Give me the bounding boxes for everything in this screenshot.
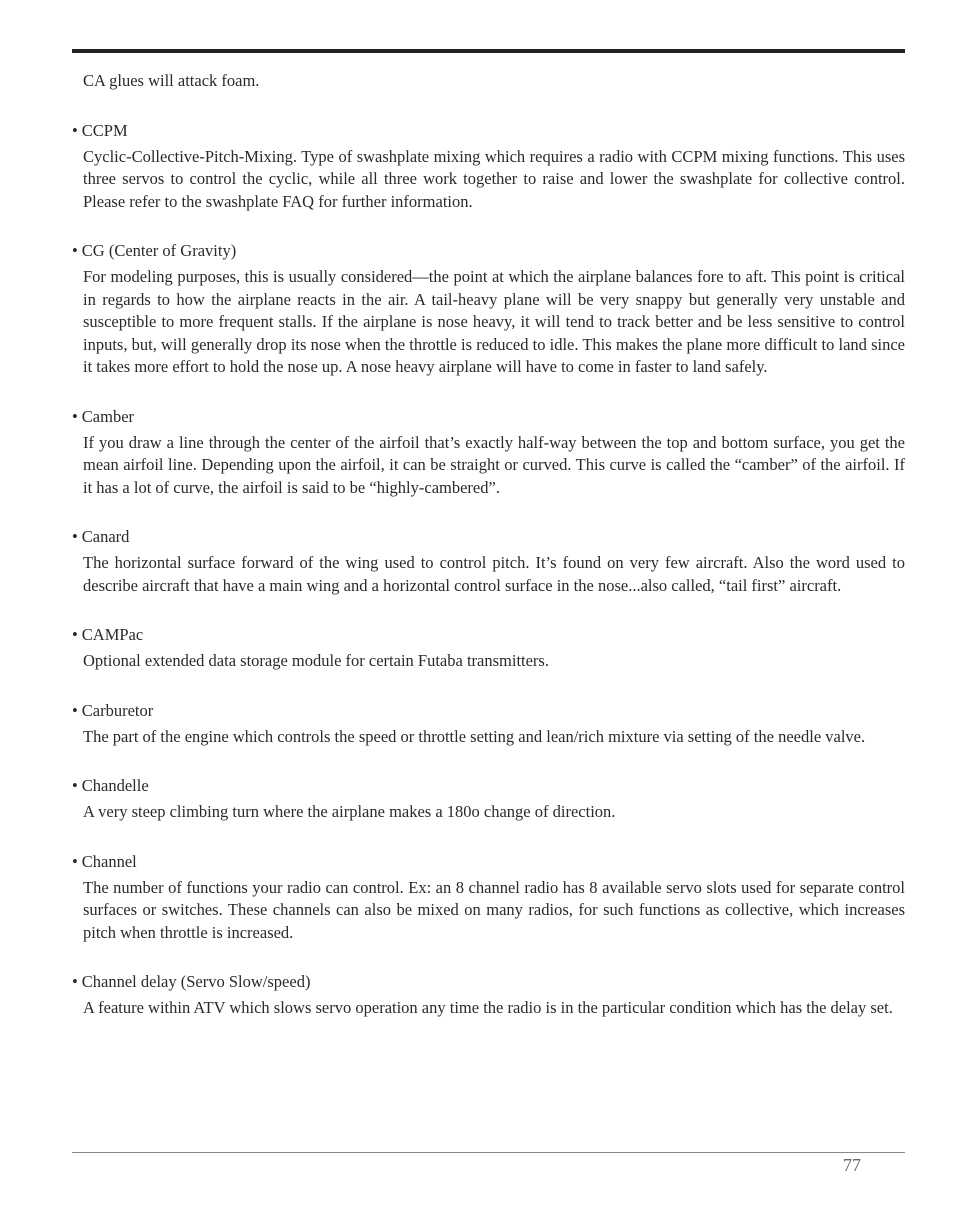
glossary-term (72, 624, 905, 646)
bullet-icon: • (72, 972, 78, 991)
glossary-definition: A feature within ATV which slows servo operation any time the radio is in the particular condition which has the delay set. (83, 998, 893, 1017)
glossary-entry-channel-delay (72, 971, 905, 1020)
bullet-icon: • (72, 241, 78, 260)
glossary-definition: A very steep climbing turn where the airplane makes a 180o change of direction. (83, 802, 616, 821)
top-rule (72, 49, 905, 53)
bullet-icon: • (72, 700, 78, 720)
term-label: Channel (81, 851, 137, 871)
glossary-entry-channel (72, 851, 905, 945)
bullet-icon: • (72, 406, 78, 426)
term-label: CAMPac (81, 625, 144, 644)
glossary-definition: The part of the engine which controls the speed or throttle setting and lean/rich mixture via setting of the needle valve. (83, 726, 866, 746)
glossary-term (72, 240, 905, 262)
glossary-definition: Optional extended data storage module for certain Futaba transmitters. (83, 651, 549, 670)
bullet-icon: • (72, 776, 78, 795)
bullet-icon: • (72, 527, 78, 546)
term-label: Camber (81, 406, 135, 426)
intro-text: CA glues will attack foam. (83, 71, 260, 90)
bottom-rule (72, 1152, 905, 1153)
glossary-term (72, 775, 905, 797)
glossary-content (72, 70, 905, 1020)
glossary-term (72, 406, 905, 428)
glossary-term (72, 700, 905, 722)
term-label: Carburetor (81, 700, 154, 720)
glossary-entry-camber (72, 406, 905, 500)
glossary-term (72, 526, 905, 548)
glossary-definition: The number of functions your radio can control. Ex: an 8 channel radio has 8 available servo slots used for separate control surfaces or switches. These channels can also be mixed on many radios, for such functions as collective, which increases pitch when throttle is increased. (83, 877, 905, 942)
bullet-icon: • (72, 625, 78, 644)
glossary-entry-campac (72, 624, 905, 673)
bullet-icon: • (72, 851, 78, 871)
glossary-entry-chandelle (72, 775, 905, 824)
page-number: 77 (843, 1155, 861, 1175)
glossary-entry-carburetor (72, 700, 905, 749)
glossary-entry-canard (72, 526, 905, 597)
term-label: Channel delay (Servo Slow/speed) (81, 972, 311, 991)
glossary-definition: Cyclic-Collective-Pitch-Mixing. Type of swashplate mixing which requires a radio with CCPM mixing functions. This uses three servos to control the cyclic, while all three work together to raise and lower the swashplate for collective control. Please refer to the swashplate FAQ for further information. (83, 146, 905, 211)
term-label: Canard (81, 527, 130, 546)
term-label: CCPM (81, 120, 128, 140)
glossary-definition: If you draw a line through the center of the airfoil that’s exactly half-way between the top and bottom surface, you get the mean airfoil line. Depending upon the airfoil, it can be straight or curved. This curve is called the “camber” of the airfoil. If it has a lot of curve, the airfoil is said to be “highly-cambered”. (83, 432, 905, 497)
glossary-entry-cg (72, 240, 905, 379)
bullet-icon: • (72, 120, 78, 140)
glossary-definition: For modeling purposes, this is usually considered—the point at which the airplane balances fore to aft. This point is critical in regards to how the airplane reacts in the air. A tail-heavy plane will be very snappy but generally very unstable and susceptible to more frequent stalls. If the airplane is nose heavy, it will tend to track better and be less sensitive to control inputs, but, will generally drop its nose when the throttle is reduced to idle. This makes the plane more difficult to land since it takes more effort to hold the nose up. A nose heavy airplane will have to come in faster to land safely. (83, 267, 905, 376)
term-label: CG (Center of Gravity) (81, 241, 237, 260)
glossary-entry-ccpm (72, 120, 905, 214)
term-label: Chandelle (81, 776, 149, 795)
glossary-definition: The horizontal surface forward of the wing used to control pitch. It’s found on very few aircraft. Also the word used to describe aircraft that have a main wing and a horizontal control surface in the nose...also called, “tail first” aircraft. (83, 553, 905, 595)
glossary-term (72, 851, 905, 873)
glossary-term (72, 120, 905, 142)
glossary-term (72, 971, 905, 993)
